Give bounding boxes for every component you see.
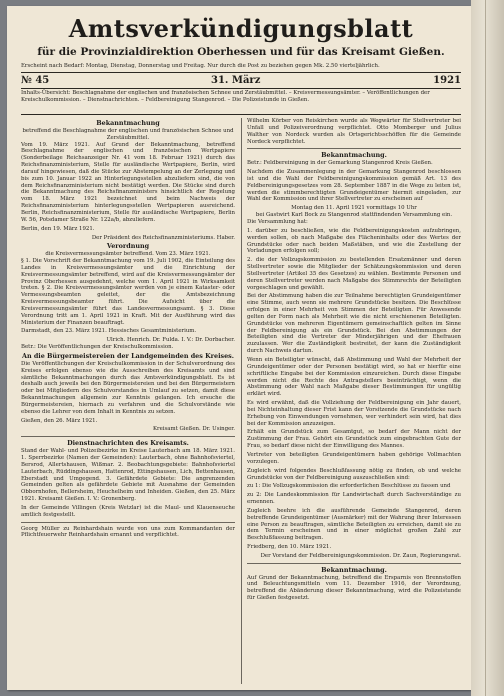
text-block: Darmstadt, den 23. März 1921. Hessisches Gesamtministerium. <box>21 328 197 335</box>
column-divider <box>241 118 242 684</box>
section-heading: Bekanntmachung <box>96 119 160 127</box>
text-block: Der Vorstand der Feldbereinigungskommission. Dr. Zaun, Regierungsrat. <box>260 552 461 559</box>
text-block: Stand der Wahl- und Polizeibezirke im Kreise Lauterbach am 18. März 1921. 1. Sperrbezirke (Namen der Gemeinden): Lauterbach, ohne Bahnhofsviertel, Bersrod, Allertshausen, Wißmar. 2. Beobachtungsgebiete: Bahnhofsviertel Lauterbach, Rüddingshausen, Hattenrod, Ettingshausen, Lich, Bettenhausen, Eberstadt und Umgegend. 3. Gefährdete Gebiete: Die angrenzenden Gemeinden gelten als gefährdete Gebiete mit Ausnahme der Gemeinden Obbornhofen, Bellersheim, Heuchelheim und Inheiden. Gießen, den 25. März 1921. Kreisamt Gießen. I. V.: Gronenberg. <box>21 448 235 503</box>
section-heading: Bekanntmachung. <box>321 151 387 160</box>
left-column <box>21 118 235 684</box>
separator-rule <box>247 563 461 564</box>
text-block: zu 2: Die Landeskommission für Landwirtschaft durch Sachverständige zu ernennen. <box>247 492 461 506</box>
text-block: Die Versammlung hat: <box>247 218 308 225</box>
contents-rule <box>21 114 461 115</box>
separator-rule <box>21 522 235 523</box>
text-block: Nachdem die Zusammenlegung in der Gemarkung Stangenrod beschlossen ist und die Wahl der Feldbereinigungskommission gemäß Art. 13 des Feldbereinigungsgesetzes vom 28. September 1887 in die Wege zu leiten ist, werden die stimmberechtigten Grundeigentümer hiermit eingeladen, zur Wahl der Kommission und ihrer Stellvertreter zu erscheinen auf <box>247 169 461 203</box>
text-block: Der Präsident des Reichsfinanzministeriums. Haber. <box>91 234 235 241</box>
text-block: Berlin, den 19. März 1921. <box>21 225 95 232</box>
publication-info: Erscheint nach Bedarf: Montag, Dienstag, Donnerstag und Freitag. Nur durch die Post zu beziehen gegen Mk. 2.50 vierteljährlich. <box>21 63 380 69</box>
text-block: Montag den 11. April 1921 vormittags 10 Uhr <box>291 205 417 212</box>
text-block: Auf Grund der Bekanntmachung, betreffend die Ersparnis von Brennstoffen und Beleuchtungsmitteln vom 11. Dezember 1916, der Verordnung, betreffend die Abänderung dieser Bekanntmachung, wird die Polizeistunde für Gießen festgesetzt. <box>247 574 461 602</box>
separator-rule <box>21 436 235 437</box>
masthead-subtitle: für die Provinzialdirektion Oberhessen und für das Kreisamt Gießen. <box>37 46 445 58</box>
right-column <box>247 118 461 684</box>
text-block: Vertreter von beteiligten Grundeigentümern haben gehörige Vollmachten vorzulegen. <box>247 451 461 465</box>
issue-date: 31. März <box>211 75 261 86</box>
text-block: Friedberg, den 10. März 1921. <box>247 544 332 551</box>
text-block: 2. die der Vollzugskommission zu bestellenden Ersatzmänner und deren Stellvertreter sowie die Mitglieder der Schätzungskommission und deren Stellvertreter (Artikel 35 des Gesetzes) zu wählen. Bestimmte Personen und deren Stellvertreter werden nach Maßgabe des Stimmrechts der Beteiligten vorgeschlagen und gewählt. <box>247 257 461 291</box>
section-heading: Verordnung <box>106 242 150 251</box>
text-block: Ulrich. Henrich. Dr. Fulda. I. V.: Dr. Dorbacher. <box>106 337 235 344</box>
section-heading: Dienstnachrichten des Kreisamts. <box>67 439 189 448</box>
text-block: Bei der Abstimmung haben die zur Teilnahme berechtigten Grundeigentümer eine Stimme, auch wenn sie mehrere Grundstücke besitzen. Die Beschlüsse erfolgen in einer Mehrheit von Stimmen der Beteiligten. Für Anwesende gelten der Form nach als Mehrheit wie die nicht erschienenen Beteiligten. Grundstücke von mehreren Eigentümern gemeinschaftlich gelten im Sinne der Feldbereinigung als ein Grundstück. Bei den Abstimmungen der Beteiligten sind die Vertreter der Minderjährigen und der Ehefrauen zuzulassen. Wer die Zuständigkeit bestreitet, der kann die Zuständigkeit durch Nachweis dartun. <box>247 293 461 355</box>
section-heading: An die Bürgermeistereien der Landgemeinden des Kreises. <box>22 352 234 360</box>
text-block: Kreisamt Gießen. Dr. Usinger. <box>153 426 235 433</box>
separator-rule <box>247 148 461 149</box>
gazette-page <box>7 6 471 690</box>
text-block: Zugleich wird folgendes Beschlußfassung nötig zu finden, ob und welche Grundstücke von der Feldbereinigung auszuschließen sind: <box>247 467 461 481</box>
text-block: Georg Müller zu Reinhardshain wurde von uns zum Kommandanten der Pflichtfeuerwehr Reinhardshain ernannt und verpflichtet. <box>21 525 235 539</box>
issue-year: 1921 <box>433 75 461 86</box>
text-block: Erhält ein Grundstück zum Gesamtgut, so bedarf der Mann nicht der Zustimmung der Frau. Gehört ein Grundstück zum eingebrachten Gute der Frau, so bedarf diese nicht der Einwilligung des Mannes. <box>247 429 461 450</box>
text-block: betreffend die Beschlagnahme der englischen und französischen Schnee und Zerstäubmittel. <box>22 127 234 141</box>
contents-summary: Inhalts-Übersicht: Beschlagnahme der englischen und französischen Schnee und Zerstäubmittel. – Kreisvermessungsämter. – Veröffentlichungen der Kreischulkommission. – Dienstnachrichten. – Feldbereinigung Stangenrod. – Die Polizeistunde in Gießen. <box>21 90 430 104</box>
text-block: Zugleich beehre ich die ausführende Gemeinde Stangenrod, deren betreffende Grundeigentümer (Ausmärker) mit der Wahrung ihrer Interessen eine Person zu beauftragen, sämtliche Beteiligten zu erreichen, damit sie zu dem Termin erscheinen und in einer möglichst großen Zahl zur Beschlußfassung beitragen. <box>247 507 461 542</box>
text-block: Wenn ein Beteiligter wünscht, daß Abstimmung und Wahl der Mehrheit der Grundeigentümer oder der Personen bestätigt wird, so hat er hierfür eine schriftliche Eingabe bei der Kommission einzureichen. Durch diese Eingabe werden nicht die Rechte des Antragstellers beeinträchtigt, wenn die Abstimmung oder Wahl nach Maßgabe dieser Bestimmungen für ungültig erklärt wird. <box>247 357 461 398</box>
masthead-title: Amtsverkündigungsblatt <box>68 14 414 43</box>
text-block: Betr.: Die Veröffentlichungen der Kreischulkommission. <box>21 344 174 351</box>
text-block: Vom 19. März 1921. Auf Grund der Bekanntmachung, betreffend Beschlagnahme der englischen und französischen Wertpapiere (Sonderbeilage Reichsanzeiger Nr. 41 vom 18. Februar 1921) durch das Reichsfinanzministerium, Stelle für ausländische Wertpapiere, Berlin, wird darauf hingewiesen, daß die Stücke zur Abstempelung an der Zerlegung und bis zum 10. Januar 1922 an Hinterlegungsstellen abzuliefern sind, die von dem Reichsfinanzministerium nicht bestätigt werden. Die Stücke sind durch die Bekanntmachung des Reichsfinanzministers hinsichtlich der Regelung vom 18. März 1921 bezeichnet und beim Nachweis der Reichsfinanzministerium hinterlegungsstellen Wertpapieren ausreichend. Berlin, Reichsfinanzministerium, Stelle für ausländische Wertpapiere, Berlin W. 56, Potsdamer Straße Nr. 122a/b, abzuliefern. <box>21 141 235 223</box>
text-block: Es wird erwähnt, daß die Vollziehung der Feldbereinigung ein Jahr dauert, bei Nichteinhaltung dieser Frist kann der Vorsitzende die Grundstücke nach Erhebung von Einwendungen vornehmen, wer verhindert sein wird, hat dies bei der Kommission anzuzeigen. <box>247 400 461 427</box>
text-block: zu 1: Die Vollzugskommission die erforderlichen Beschlüsse zu fassen und <box>247 483 451 490</box>
section-heading: Bekanntmachung. <box>321 565 387 574</box>
header-rule <box>21 72 461 73</box>
text-block: Gießen, den 26. März 1921. <box>21 417 98 424</box>
text-block: Die Veröffentlichungen der Kreischulkommission in der Schulverordnung des Kreises erfolgen ebenso wie die Ausschreiben des Kreisamts und sind sämtliche Bekanntmachungen durch das Amtsverkündigungsblatt. Es ist deshalb auch jeweils bei den Bürgermeistereien und bei den Bürgermeistern oder bei Mitgliedern des Schulvorstandes in Umlauf zu setzen, damit diese Bekanntmachungen allgemein zur Kenntnis gelangen. Ich ersuche die Bürgermeistereien, hiernach zu verfahren und die Schulvorstände wie ebenso die Lehrer von dem Inhalt in Kenntnis zu setzen. <box>21 360 235 415</box>
issue-rule <box>21 88 461 89</box>
text-block: Wilhelm Körber von Reiskirchen wurde als Wegwärter für Stellvertreter bei Unfall und Polizeiverordnung verpflichtet. Otto Momberger und Julius Walther von Nordeck wurden als Ortsgerichtsschöffen für die Gemeinde Nordeck verpflichtet. <box>247 118 461 145</box>
book-spine <box>471 0 504 696</box>
text-block: 1. darüber zu beschließen, wie die Feldbereinigungskosten aufzubringen, werden sollen, ob nach Maßgabe des Flächeninhalts oder des Wertes der Grundstücke oder nach beiden Maßstäben, und wie die Zustellung der Vorladungen erfolgen soll; <box>247 227 461 255</box>
text-block: die Kreisvermessungsämter betreffend. Vom 23. März 1921. <box>45 251 211 258</box>
issue-line <box>21 75 461 87</box>
issue-number: № 45 <box>21 75 50 86</box>
text-block: In der Gemeinde Villingen (Kreis Wetzlar) ist die Maul- und Klauenseuche amtlich festgestellt. <box>21 504 235 518</box>
text-block: Betr.: Feldbereinigung in der Gemarkung Stangenrod Kreis Gießen. <box>247 160 433 167</box>
text-block: bei Gastwirt Karl Bock zu Stangenrod stattfindenden Versammlung ein. <box>255 212 453 219</box>
text-block: § 1. Die Vorschrift der Bekanntmachung vom 19. Juli 1902, die Einteilung des Landes in Kreisvermessungsämter und die Einrichtung der Kreisvermessungsämter betreffend, wird auf die Kreisvermessungsämter der Provinz Oberhessen ausgedehnt, welche vom 1. April 1921 in Wirksamkeit treten. § 2. Die Kreisvermessungsämter werden von je einem Kataster- oder Vermessungsbeamten geleitet, der die Amtsbezeichnung Kreisvermessungsbeamter führt. Die Aufsicht über die Kreisvermessungsämter führt das Landesvermessungsamt. § 3. Diese Verordnung tritt am 1. April 1921 in Kraft. Mit der Ausführung wird das Ministerium der Finanzen beauftragt. <box>21 258 235 326</box>
